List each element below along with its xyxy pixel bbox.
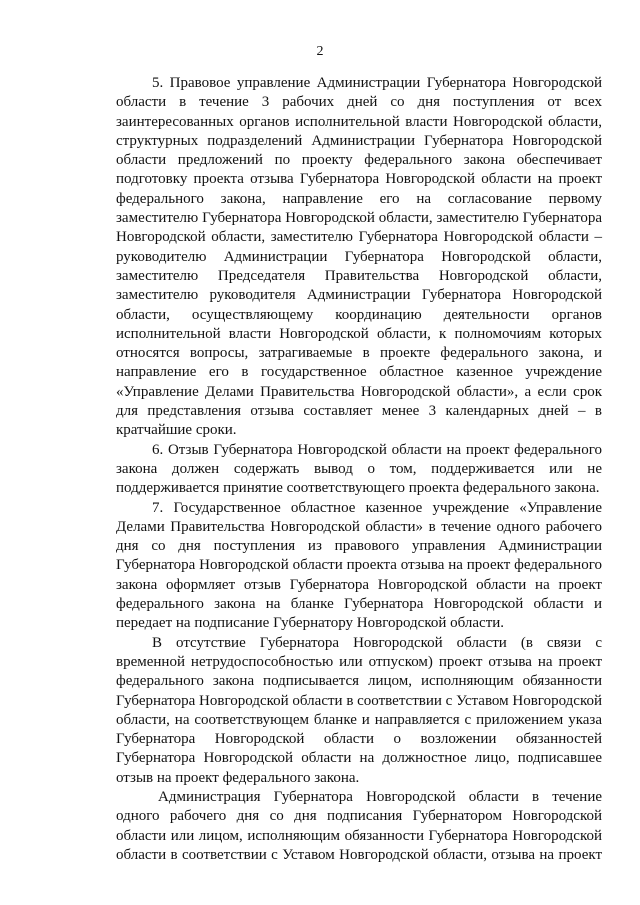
paragraph-5: 5. Правовое управление Администрации Губернатора Новгородской области в течение 3 рабочих дней со дня поступления от всех заинтересованных органов исполнительной власти Новгородской области, структурных подразделений Администрации Губернатора Новгородской области предложений по проекту федерального закона обеспечивает подготовку проекта отзыва Губернатора Новгородской области на проект федерального закона, направление его на согласование первому заместителю Губернатора Новгородской области, заместителю Губернатора Новгородской области, заместителю Губернатора Новгородской области – руководителю Администрации Губернатора Новгородской области, заместителю Председателя Правительства Новгородской области, заместителю руководителя Администрации Губернатора Новгородской области, осуществляющему координацию деятельности органов исполнительной власти Новгородской области, к полномочиям которых относятся вопросы, затрагиваемые в проекте федерального закона, и направление его в государственное областное казенное учреждение «Управление Делами Правительства Новгородской области», а если срок для представления отзыва составляет менее 3 календарных дней – в кратчайшие сроки.	[116, 75, 602, 439]
paragraph-6: 6. Отзыв Губернатора Новгородской области на проект федерального закона должен содержать вывод о том, поддерживается или не поддерживается принятие соответствующего проекта федерального закона.	[116, 441, 602, 497]
page-number: 2	[316, 44, 324, 59]
paragraph-absence: В отсутствие Губернатора Новгородской области (в связи с временной нетрудоспособностью или отпуском) проект отзыва на проект федерального закона подписывается лицом, исполняющим обязанности Губернатора Новгородской области в соответствии с Уставом Новгородской области, на соответствующем бланке и направляется с приложением указа Губернатора Новгородской области о возложении обязанностей Губернатора Новгородской области на должностное лицо, подписавшее отзыв на проект федерального закона.	[116, 634, 602, 786]
paragraph-administration: Администрация Губернатора Новгородской области в течение одного рабочего дня со дня подписания Губернатором Новгородской области или лицом, исполняющим обязанности Губернатора Новгородской области в соответствии с Уставом Новгородской области, отзыва на проект	[116, 788, 602, 863]
document-body	[116, 74, 602, 865]
paragraph-7: 7. Государственное областное казенное учреждение «Управление Делами Правительства Новгородской области» в течение одного рабочего дня со дня поступления из правового управления Администрации Губернатора Новгородской области проекта отзыва на проект федерального закона оформляет отзыв Губернатора Новгородской области на проект федерального закона на бланке Губернатора Новгородской области и передает на подписание Губернатору Новгородской области.	[116, 499, 602, 632]
